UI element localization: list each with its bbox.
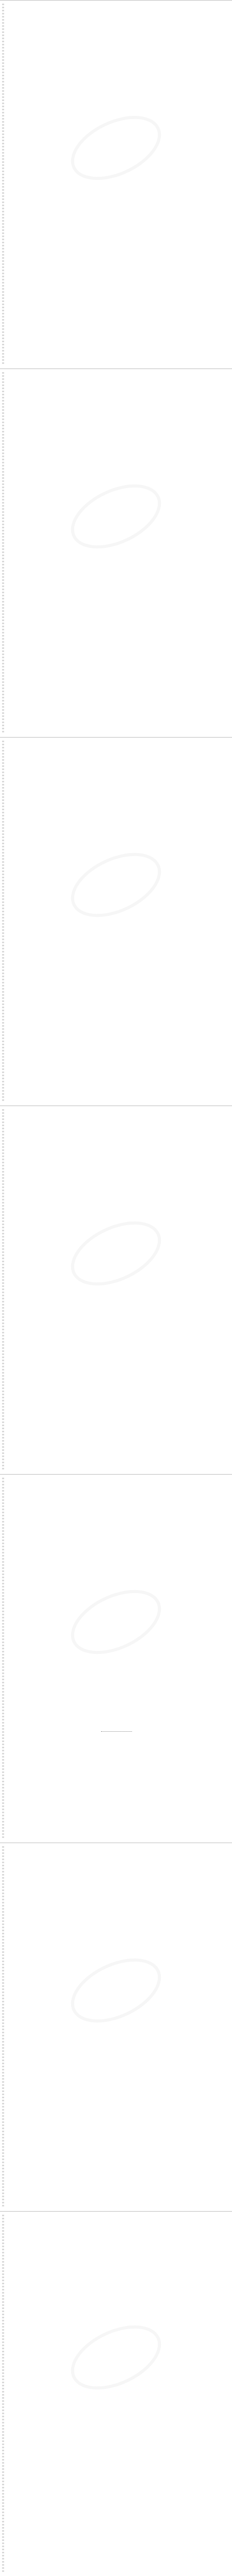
paragraph xyxy=(8,612,225,620)
paragraph xyxy=(8,1905,225,1912)
paragraph xyxy=(8,1848,225,1855)
paragraph xyxy=(8,1570,225,1578)
paragraph xyxy=(8,1145,225,1152)
page-panel-3 xyxy=(0,737,232,1106)
paragraph xyxy=(8,1372,225,1379)
paragraph xyxy=(8,2353,225,2360)
paragraph xyxy=(8,743,225,750)
text-column xyxy=(0,1,232,272)
paragraph xyxy=(8,1661,225,1668)
paragraph xyxy=(8,1672,225,1680)
paragraph xyxy=(8,221,225,228)
paragraph xyxy=(8,510,225,517)
paragraph xyxy=(8,1973,225,1980)
paragraph xyxy=(8,1327,225,1334)
paragraph xyxy=(8,2478,225,2485)
paragraph xyxy=(8,1236,225,1243)
dotted-separator xyxy=(101,1731,132,1732)
paragraph xyxy=(8,2030,225,2037)
paragraph xyxy=(8,1684,225,1691)
paragraph xyxy=(8,408,225,415)
paragraph xyxy=(8,533,225,540)
paragraph xyxy=(8,544,225,551)
paragraph xyxy=(8,1525,225,1532)
paragraph xyxy=(8,1582,225,1589)
paragraph xyxy=(8,1026,225,1033)
page-panel-4 xyxy=(0,1106,232,1474)
paragraph xyxy=(8,2512,225,2519)
paragraph xyxy=(8,556,225,563)
paragraph xyxy=(8,2307,225,2315)
paragraph xyxy=(8,2296,225,2303)
paragraph xyxy=(8,1638,225,1646)
paragraph xyxy=(8,198,225,206)
paragraph xyxy=(8,2410,225,2417)
paragraph xyxy=(8,1349,225,1357)
paragraph xyxy=(8,51,225,58)
paragraph xyxy=(8,2398,225,2405)
paragraph xyxy=(8,2376,225,2383)
paragraph xyxy=(8,1604,225,1612)
paragraph xyxy=(8,567,225,574)
text-column xyxy=(0,1475,232,1755)
paragraph xyxy=(8,2330,225,2337)
paragraph xyxy=(8,754,225,761)
paragraph xyxy=(8,1616,225,1623)
paragraph xyxy=(8,522,225,529)
paragraph xyxy=(8,1962,225,1969)
paragraph xyxy=(8,2217,225,2224)
paragraph xyxy=(8,374,225,381)
paragraph xyxy=(8,1950,225,1958)
paragraph xyxy=(8,2075,225,2082)
paragraph xyxy=(8,2228,225,2235)
paragraph xyxy=(8,1627,225,1634)
paragraph xyxy=(8,1928,225,1935)
paragraph xyxy=(8,2018,225,2026)
paragraph xyxy=(8,601,225,608)
page-panel-7 xyxy=(0,2211,232,2576)
paragraph xyxy=(8,1695,225,1702)
paragraph xyxy=(8,2341,225,2349)
paragraph xyxy=(8,1882,225,1889)
paragraph xyxy=(8,969,225,977)
paragraph xyxy=(8,1939,225,1946)
paragraph xyxy=(8,590,225,597)
paragraph xyxy=(8,811,225,818)
paragraph xyxy=(8,2364,225,2371)
paragraph xyxy=(8,1213,225,1220)
paragraph xyxy=(8,1157,225,1164)
paragraph xyxy=(8,2052,225,2060)
paragraph xyxy=(8,119,225,126)
paragraph xyxy=(8,2041,225,2048)
paragraph xyxy=(8,1559,225,1566)
text-column xyxy=(0,1843,232,2114)
paragraph xyxy=(8,108,225,115)
text-column xyxy=(0,2212,232,2528)
paragraph xyxy=(8,85,225,92)
paragraph xyxy=(8,1123,225,1130)
paragraph xyxy=(8,187,225,194)
paragraph xyxy=(8,40,225,47)
paragraph xyxy=(8,1168,225,1175)
page-panel-5 xyxy=(0,1474,232,1843)
paragraph xyxy=(8,1593,225,1600)
paragraph xyxy=(8,28,225,36)
paragraph xyxy=(8,947,225,954)
paragraph xyxy=(8,2421,225,2428)
paragraph xyxy=(8,1738,225,1746)
paragraph xyxy=(8,1514,225,1521)
text-column xyxy=(0,738,232,1043)
paragraph xyxy=(8,958,225,965)
paragraph xyxy=(8,1003,225,1011)
paragraph xyxy=(8,210,225,217)
paragraph xyxy=(8,879,225,886)
paragraph xyxy=(8,1225,225,1232)
paragraph xyxy=(8,2319,225,2326)
paragraph xyxy=(8,1111,225,1118)
paragraph xyxy=(8,1916,225,1923)
paragraph xyxy=(8,1191,225,1198)
paragraph xyxy=(8,6,225,13)
text-column xyxy=(0,369,232,651)
star-separator xyxy=(8,2098,225,2105)
paragraph xyxy=(8,2262,225,2269)
paragraph xyxy=(8,2489,225,2496)
paragraph xyxy=(8,74,225,81)
paragraph xyxy=(8,890,225,897)
paragraph xyxy=(8,2007,225,2014)
paragraph xyxy=(8,2432,225,2439)
paragraph xyxy=(8,1707,225,1714)
paragraph xyxy=(8,1491,225,1498)
paragraph xyxy=(8,1338,225,1345)
paragraph xyxy=(8,1984,225,1992)
paragraph xyxy=(8,822,225,829)
paragraph xyxy=(8,96,225,104)
paragraph xyxy=(8,499,225,506)
paragraph xyxy=(8,2064,225,2071)
paragraph xyxy=(8,386,225,393)
paragraph xyxy=(8,992,225,999)
paragraph xyxy=(8,1247,225,1254)
paragraph xyxy=(8,142,225,149)
paragraph xyxy=(8,1270,225,1277)
paragraph xyxy=(8,1281,225,1289)
paragraph xyxy=(8,1315,225,1323)
paragraph xyxy=(8,578,225,586)
paragraph xyxy=(8,420,225,427)
paragraph xyxy=(8,2387,225,2394)
paragraph xyxy=(8,2239,225,2247)
paragraph xyxy=(8,442,225,449)
paragraph xyxy=(8,1179,225,1186)
paragraph xyxy=(8,488,225,495)
paragraph xyxy=(8,777,225,784)
paragraph xyxy=(8,153,225,160)
paragraph xyxy=(8,2273,225,2281)
paragraph xyxy=(8,1202,225,1209)
paragraph xyxy=(8,62,225,70)
paragraph xyxy=(8,1718,225,1725)
paragraph xyxy=(8,2466,225,2473)
paragraph xyxy=(8,1650,225,1657)
paragraph xyxy=(8,1293,225,1300)
paragraph xyxy=(8,2086,225,2094)
paragraph xyxy=(8,2285,225,2292)
paragraph xyxy=(8,935,225,943)
paragraph xyxy=(8,1361,225,1368)
paragraph xyxy=(8,1259,225,1266)
paragraph xyxy=(8,1536,225,1544)
paragraph xyxy=(8,635,225,642)
paragraph xyxy=(8,624,225,631)
paragraph xyxy=(8,1996,225,2003)
paragraph xyxy=(8,2444,225,2451)
paragraph xyxy=(8,833,225,841)
paragraph xyxy=(8,1134,225,1141)
paragraph xyxy=(8,1502,225,1510)
paragraph xyxy=(8,901,225,909)
paragraph xyxy=(8,1480,225,1487)
paragraph xyxy=(8,765,225,773)
paragraph xyxy=(8,1894,225,1901)
paragraph xyxy=(8,2251,225,2258)
paragraph xyxy=(8,913,225,920)
paragraph xyxy=(8,454,225,461)
paragraph xyxy=(8,845,225,852)
paragraph xyxy=(8,1871,225,1878)
paragraph xyxy=(8,2455,225,2462)
paragraph xyxy=(8,867,225,875)
paragraph xyxy=(8,476,225,483)
paragraph xyxy=(8,799,225,807)
paragraph xyxy=(8,465,225,472)
paragraph xyxy=(8,176,225,183)
paragraph xyxy=(8,981,225,988)
page-panel-6 xyxy=(0,1843,232,2211)
paragraph xyxy=(8,856,225,863)
paragraph xyxy=(8,232,225,240)
paragraph xyxy=(8,1304,225,1311)
paragraph xyxy=(8,255,225,262)
paragraph xyxy=(8,1015,225,1022)
paragraph xyxy=(8,1548,225,1555)
paragraph xyxy=(8,2500,225,2507)
page-panel-1 xyxy=(0,0,232,369)
paragraph xyxy=(8,788,225,795)
paragraph xyxy=(8,924,225,931)
text-column xyxy=(0,1106,232,1389)
paragraph xyxy=(8,17,225,24)
paragraph xyxy=(8,130,225,138)
paragraph xyxy=(8,1860,225,1867)
paragraph xyxy=(8,431,225,438)
page-panel-2 xyxy=(0,369,232,737)
paragraph xyxy=(8,397,225,404)
paragraph xyxy=(8,164,225,172)
paragraph xyxy=(8,244,225,251)
